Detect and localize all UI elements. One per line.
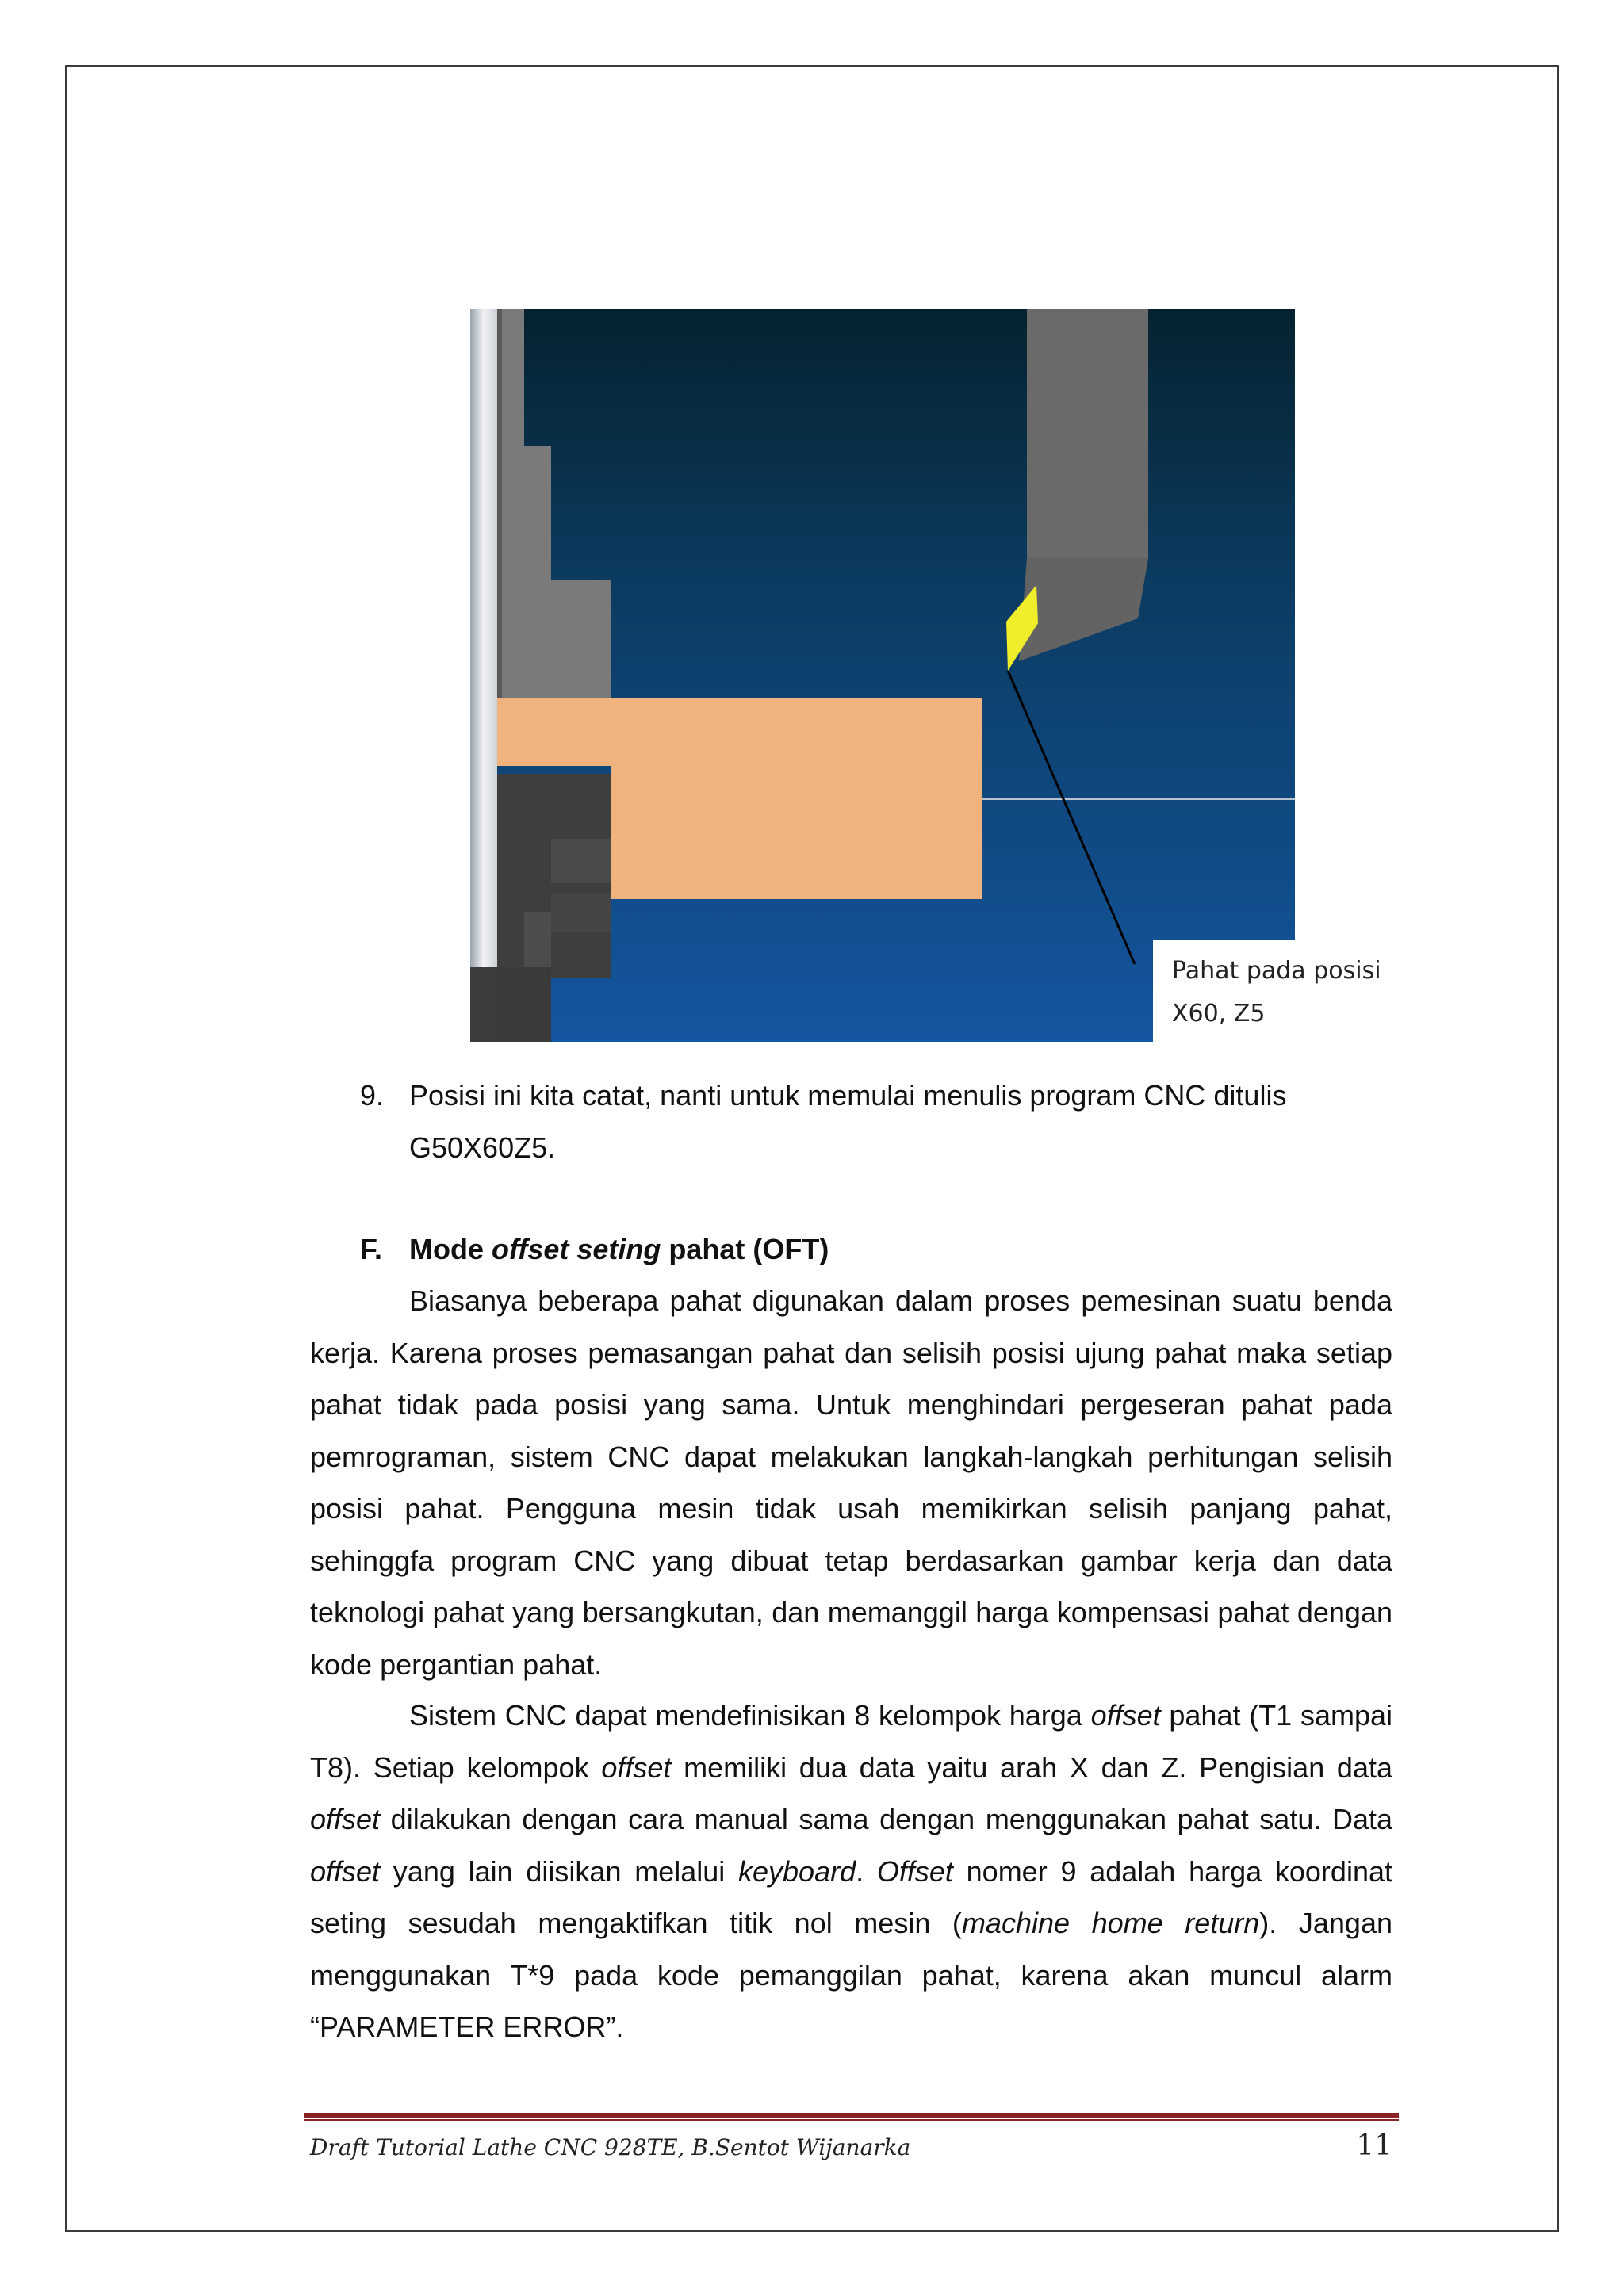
tool-holder [1027,309,1148,558]
lathe-simulation-figure [470,309,1295,1042]
tool-position-callout [1153,940,1391,1043]
callout-line-2: X60, Z5 [1172,1000,1266,1027]
footer-rule-thin [304,2119,1399,2121]
footer-rule [304,2113,1399,2118]
chuck-face [470,309,497,1042]
chuck-base [470,967,497,1042]
list-number: 9. [360,1079,385,1112]
footer-title: Draft Tutorial Lathe CNC 928TE, B.Sentot Wijanarka [310,2134,911,2160]
workpiece-shank [497,698,611,766]
page-number: 11 [1356,2130,1392,2162]
section-title: Mode offset seting pahat (OFT) [409,1233,829,1265]
workpiece [611,698,982,899]
paragraph-2: Sistem CNC dapat mendefinisikan 8 kelompok harga offset pahat (T1 sampai T8). Setiap kelompok offset memiliki dua data yaitu arah X dan Z. Pengisian data offset dilakukan dengan cara manual sama dengan menggunakan pahat satu. Data offset yang lain diisikan melalui keyboard. Offset nomer 9 adalah harga koordinat seting sesudah mengaktifkan titik nol mesin (machine home return). Jangan menggunakan T*9 pada kode pemanggilan pahat, karena akan muncul alarm “PARAMETER ERROR”. [310,1699,1393,2043]
paragraph-1: Biasanya beberapa pahat digunakan dalam proses pemesinan suatu benda kerja. Karena proses pemasangan pahat dan selisih posisi ujung pahat maka setiap pahat tidak pada posisi yang sama. Untuk menghindari pergeseran pahat pada pemrograman, sistem CNC dapat melakukan langkah-langkah perhitungan selisih posisi pahat. Pengguna mesin tidak usah memikirkan selisih panjang pahat, sehinggfa program CNC yang dibuat tetap berdasarkan gambar kerja dan data teknologi pahat yang bersangkutan, dan memanggil harga kompensasi pahat dengan kode pergantian pahat. [310,1284,1392,1681]
section-letter: F. [360,1233,383,1265]
lathe-simulation-image [470,309,1295,1042]
callout-line-1: Pahat pada posisi [1172,957,1381,985]
list-text: Posisi ini kita catat, nanti untuk memulai menulis program CNC ditulis G50X60Z5. [409,1079,1287,1164]
